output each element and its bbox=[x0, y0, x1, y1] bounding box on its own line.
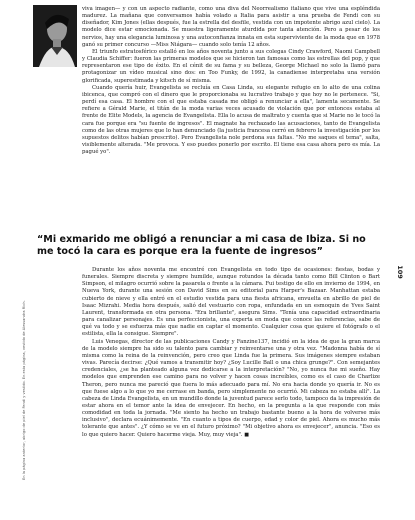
end-mark: ■ bbox=[244, 431, 249, 438]
photo-credit: En la página anterior, abrigo de piel de Fendi y vestido. En esta página, vestido de Alessandra Rich. bbox=[22, 300, 26, 480]
paragraph-5-text: Luis Venegas, director de las publicaciones Candy y Fanzine137, incidió en la idea de que la gran marca de la modelo siempre ha sido su talento para cambiar y reinventarse una y otra vez. "Madonna había de sí misma como la reina de la reinvención, pero creo que Linda fue la primera. Sus imágenes siempre estaban vivas. Parecía decirse: ¿Qué vamos a transmitir hoy? ¿Soy Lucille Ball o una chica grunge?". Con semejantes credenciales, ¿se ha planteado alguna vez dedicarse a la interpretación? "No, yo nunca fue mi sueño. Hay modelos que emprenden ese camino para no volver y hacen cosas increíbles, como es el caso de Charlize Theron, pero nunca me pareció que fuera lo más adecuado para mí. No era hacia donde yo quería ir. No es que fuese algo a lo que yo me cerrase en banda, pero simplemente no ocurrió. Mi cabeza no estaba allí". La cabeza de Linda Evangelista, en un mundillo donde la juventud parece serlo todo, tampoco da la impresión de estar ahora en el temor ante la idea de envejecer. En hecho, en la pregunta a la que responde con más comodidad en toda la jornada. "Me siento ha hecho un trabajo bastante bueno a la hora de volverse más inclusivo", declara ecuánimemente. "En cuanto a tipos de cuerpo, edad y color de piel. Ahora es mucho más tolerante que antes". ¿Y cómo se ve en el futuro próximo? "Mi objetivo ahora es envejecer", anuncia. "Eso es lo que quiero hacer. Quiero hacerme vieja. Muy, muy vieja". bbox=[82, 338, 380, 438]
body-column-bottom bbox=[82, 267, 380, 439]
pull-quote: “Mi exmarido me obligó a renunciar a mi casa de Ibiza. Si no me tocó la cara es porque era la fuente de ingresos” bbox=[37, 234, 366, 257]
paragraph-1: viva imagen— y con un aspecto radiante, como una diva del Neorrealismo italiano que vive una espléndida madurez. La mañana que conversamos había volado a Italia para asistir a una prueba de Fendi con su diseñador, Kim Jones (ellas después, fue la estrella del desfile, vestida con un impotente abrigo azul cielo). La modelo dice estar emocionada. Se muestra ligeramente aturdida por tanta atención. Pero a pesar de los nervios, hay una elegancia luminosa y una autoconfianza innata en esta superviviente de la moda que en 1978 ganó su primer concurso —Miss Niágara— cuando solo tenía 12 años. bbox=[82, 6, 380, 48]
paragraph-2: El triunfo estratosférico estalló en los años noventa junto a sus colegas Cindy Crawford, Naomi Campbell y Claudia Schiffer: fueron las primeras modelos que se hicieron tan famosas como las estrellas del pop, y que representaron ese tipo de éxito. En el cénit de su fama y su belleza, George Michael no solo la llamó para protagonizar un vídeo musical sino dos: en Too Funky, de 1992, la canadiense interpretaba una versión glorificada, superestimada y kitsch de sí misma. bbox=[82, 48, 380, 84]
body-column-top bbox=[82, 6, 380, 156]
paragraph-3: Cuando quería huir, Evangelista se recluía en Casa Linda, su elegante refugio en lo alto de una colina ibicenca, que compró con el dinero que le proporcionaba su lucrativo trabajo y que hoy no le pertenece. "Si, perdí esa casa. El hombre con el que estaba casada me obligó a renunciar a ella", lamenta secamente. Se refiere a Gérald Marie, el titán de la moda varias veces acusado de violación que por entonces estaba al frente de Elite Models, la agencia de Evangelista. Ella lo acusa de maltrato y cuenta que si Marie no le tocó la cara fue porque era "su fuente de ingresos". El magnate ha rechazado las acusaciones, tanto de Evangelista como de las otras mujeres que lo han denunciado (la justicia francesa cerró en febrero la investigación por los supuestos delitos habían prescrito). Pero Evangelista nole perdona sus faltas. "No me saques el tema", salta, visiblemente alterada. "Me provoca. Y eso puedes ponerlo por escrito. El tiene esa casa ahora pero es mía. La pagué yo". bbox=[82, 84, 380, 156]
page-number: 109 bbox=[395, 265, 404, 279]
portrait-photo bbox=[33, 5, 77, 67]
portrait-illustration bbox=[33, 5, 77, 67]
paragraph-5 bbox=[82, 339, 380, 439]
paragraph-4: Durante los años noventa me encontré con Evangelista en todo tipo de ocasiones: fiestas, bodas y funerales. Siempre discreta y siempre humilde, aunque rotundos la década tanto como Bill Clinton o Bart Simpson, el milagro ocurrió sobre la pasarela o frente a la cámara. Fui testigo de ello en invierno de 1994, en Nueva York, durante una sesión con David Sims en su editorial para Harper's Bazaar. Manhattan estaba cubierto de nieve y ella entró en el estudio vestida para una fiesta africana, envuelta en abrillo de piel de Isaac Mizrahi. Media hora después, salió del vestuario con ropa, enfundada en un esmoquin de Yves Saint Laurent, transformada en otra persona. "Era brillante", asegura Sims. "Tenía una capacidad extraordinaria para canalizar personajes. Es una perfeccionista, una experta en moda que conoce las referencias, sabe de qué va todo y se esfuerza más que nadie en captar el momento. Cualquier cosa que quiere el fotógrafo o el estilista, ella la consigue. Siempre". bbox=[82, 267, 380, 338]
